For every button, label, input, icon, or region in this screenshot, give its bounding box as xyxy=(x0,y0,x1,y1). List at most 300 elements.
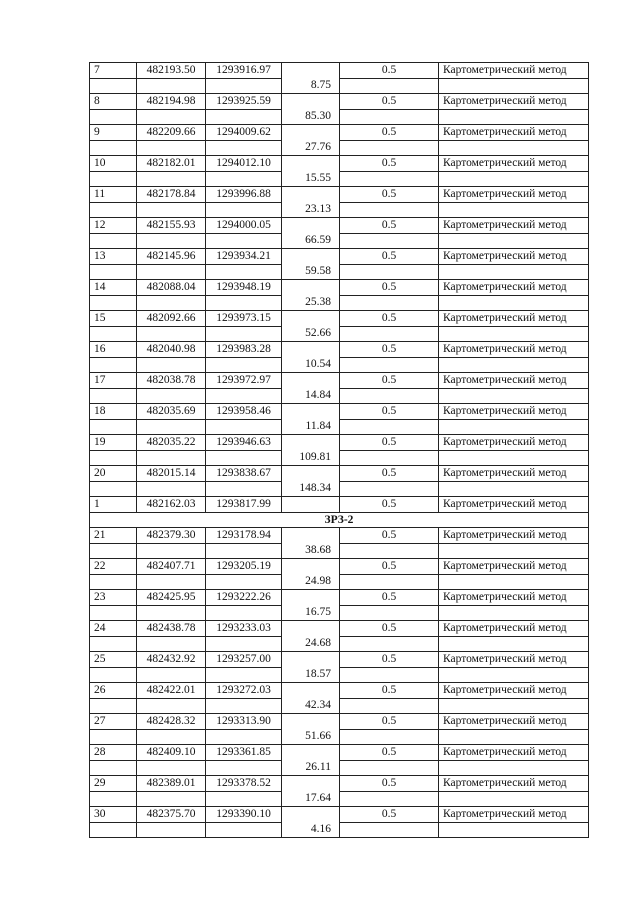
point-row xyxy=(90,156,589,172)
blank-cell xyxy=(90,822,137,838)
blank-cell xyxy=(90,543,137,559)
blank-cell xyxy=(439,233,589,249)
accuracy-cell: 0.5 xyxy=(340,342,439,358)
y-coordinate-cell: 1293272.03 xyxy=(206,683,282,699)
y-coordinate-cell: 1293972.97 xyxy=(206,373,282,389)
segment-length-cell: 23.13 xyxy=(282,202,340,218)
blank-cell xyxy=(206,171,282,187)
point-number-cell: 25 xyxy=(90,652,137,668)
method-cell: Картометрический метод xyxy=(439,683,589,699)
blank-cell xyxy=(90,791,137,807)
blank-cell xyxy=(137,233,206,249)
blank-length-cell xyxy=(282,156,340,172)
blank-cell xyxy=(90,171,137,187)
blank-cell xyxy=(137,605,206,621)
accuracy-cell: 0.5 xyxy=(340,714,439,730)
segment-row xyxy=(90,450,589,466)
point-row xyxy=(90,652,589,668)
point-number-cell: 19 xyxy=(90,435,137,451)
blank-length-cell xyxy=(282,373,340,389)
y-coordinate-cell: 1293958.46 xyxy=(206,404,282,420)
point-row xyxy=(90,621,589,637)
point-row xyxy=(90,187,589,203)
blank-cell xyxy=(340,140,439,156)
blank-length-cell xyxy=(282,125,340,141)
blank-cell xyxy=(137,326,206,342)
blank-cell xyxy=(137,202,206,218)
point-row xyxy=(90,404,589,420)
blank-cell xyxy=(90,450,137,466)
x-coordinate-cell: 482432.92 xyxy=(137,652,206,668)
point-row xyxy=(90,528,589,544)
x-coordinate-cell: 482088.04 xyxy=(137,280,206,296)
blank-cell xyxy=(439,140,589,156)
blank-cell xyxy=(206,326,282,342)
point-number-cell: 14 xyxy=(90,280,137,296)
point-number-cell: 10 xyxy=(90,156,137,172)
y-coordinate-cell: 1293838.67 xyxy=(206,466,282,482)
blank-cell xyxy=(137,481,206,497)
y-coordinate-cell: 1293222.26 xyxy=(206,590,282,606)
blank-cell xyxy=(340,729,439,745)
y-coordinate-cell: 1293934.21 xyxy=(206,249,282,265)
blank-cell xyxy=(340,233,439,249)
method-cell: Картометрический метод xyxy=(439,63,589,79)
point-row xyxy=(90,125,589,141)
accuracy-cell: 0.5 xyxy=(340,652,439,668)
blank-length-cell xyxy=(282,683,340,699)
blank-cell xyxy=(137,450,206,466)
segment-length-cell: 85.30 xyxy=(282,109,340,125)
segment-length-cell: 51.66 xyxy=(282,729,340,745)
blank-cell xyxy=(90,202,137,218)
point-row xyxy=(90,683,589,699)
y-coordinate-cell: 1293983.28 xyxy=(206,342,282,358)
x-coordinate-cell: 482438.78 xyxy=(137,621,206,637)
point-number-cell: 15 xyxy=(90,311,137,327)
segment-row xyxy=(90,760,589,776)
blank-cell xyxy=(340,295,439,311)
blank-cell xyxy=(137,667,206,683)
method-cell: Картометрический метод xyxy=(439,435,589,451)
method-cell: Картометрический метод xyxy=(439,714,589,730)
blank-cell xyxy=(439,636,589,652)
x-coordinate-cell: 482425.95 xyxy=(137,590,206,606)
blank-cell xyxy=(206,791,282,807)
blank-length-cell xyxy=(282,590,340,606)
blank-cell xyxy=(137,574,206,590)
accuracy-cell: 0.5 xyxy=(340,156,439,172)
blank-cell xyxy=(439,295,589,311)
blank-length-cell xyxy=(282,466,340,482)
blank-length-cell xyxy=(282,745,340,761)
x-coordinate-cell: 482194.98 xyxy=(137,94,206,110)
segment-length-cell: 8.75 xyxy=(282,78,340,94)
blank-cell xyxy=(439,481,589,497)
method-cell: Картометрический метод xyxy=(439,249,589,265)
coordinates-document xyxy=(89,62,589,838)
blank-cell xyxy=(90,419,137,435)
blank-cell xyxy=(340,78,439,94)
method-cell: Картометрический метод xyxy=(439,528,589,544)
blank-cell xyxy=(340,419,439,435)
method-cell: Картометрический метод xyxy=(439,187,589,203)
y-coordinate-cell: 1293996.88 xyxy=(206,187,282,203)
blank-cell xyxy=(439,667,589,683)
blank-cell xyxy=(90,760,137,776)
blank-cell xyxy=(90,605,137,621)
segment-row xyxy=(90,388,589,404)
accuracy-cell: 0.5 xyxy=(340,311,439,327)
accuracy-cell: 0.5 xyxy=(340,94,439,110)
segment-length-cell: 109.81 xyxy=(282,450,340,466)
point-row xyxy=(90,342,589,358)
x-coordinate-cell: 482209.66 xyxy=(137,125,206,141)
blank-length-cell xyxy=(282,94,340,110)
point-number-cell: 9 xyxy=(90,125,137,141)
point-row xyxy=(90,373,589,389)
point-row xyxy=(90,559,589,575)
blank-cell xyxy=(137,140,206,156)
blank-cell xyxy=(90,140,137,156)
accuracy-cell: 0.5 xyxy=(340,404,439,420)
blank-length-cell xyxy=(282,342,340,358)
segment-length-cell: 24.98 xyxy=(282,574,340,590)
point-number-cell: 7 xyxy=(90,63,137,79)
blank-cell xyxy=(206,419,282,435)
accuracy-cell: 0.5 xyxy=(340,776,439,792)
blank-cell xyxy=(137,264,206,280)
accuracy-cell: 0.5 xyxy=(340,249,439,265)
segment-row xyxy=(90,357,589,373)
segment-length-cell: 11.84 xyxy=(282,419,340,435)
blank-cell xyxy=(206,450,282,466)
blank-cell xyxy=(439,760,589,776)
blank-cell xyxy=(206,388,282,404)
method-cell: Картометрический метод xyxy=(439,497,589,513)
point-number-cell: 22 xyxy=(90,559,137,575)
point-row xyxy=(90,249,589,265)
blank-cell xyxy=(206,295,282,311)
blank-cell xyxy=(340,450,439,466)
method-cell: Картометрический метод xyxy=(439,125,589,141)
blank-cell xyxy=(137,171,206,187)
blank-cell xyxy=(90,574,137,590)
blank-cell xyxy=(137,822,206,838)
blank-cell xyxy=(137,698,206,714)
blank-cell xyxy=(439,605,589,621)
blank-cell xyxy=(340,791,439,807)
blank-cell xyxy=(90,729,137,745)
method-cell: Картометрический метод xyxy=(439,590,589,606)
segment-row xyxy=(90,791,589,807)
blank-length-cell xyxy=(282,497,340,513)
x-coordinate-cell: 482379.30 xyxy=(137,528,206,544)
y-coordinate-cell: 1293916.97 xyxy=(206,63,282,79)
blank-cell xyxy=(340,264,439,280)
y-coordinate-cell: 1293233.03 xyxy=(206,621,282,637)
point-number-cell: 28 xyxy=(90,745,137,761)
blank-cell xyxy=(340,698,439,714)
accuracy-cell: 0.5 xyxy=(340,187,439,203)
x-coordinate-cell: 482035.22 xyxy=(137,435,206,451)
blank-length-cell xyxy=(282,435,340,451)
x-coordinate-cell: 482035.69 xyxy=(137,404,206,420)
segment-length-cell: 38.68 xyxy=(282,543,340,559)
accuracy-cell: 0.5 xyxy=(340,590,439,606)
y-coordinate-cell: 1293817.99 xyxy=(206,497,282,513)
blank-cell xyxy=(340,605,439,621)
point-row xyxy=(90,590,589,606)
blank-cell xyxy=(137,295,206,311)
blank-cell xyxy=(206,264,282,280)
segment-row xyxy=(90,574,589,590)
blank-cell xyxy=(137,636,206,652)
point-row xyxy=(90,497,589,513)
point-row xyxy=(90,435,589,451)
x-coordinate-cell: 482193.50 xyxy=(137,63,206,79)
blank-cell xyxy=(439,388,589,404)
blank-cell xyxy=(340,636,439,652)
blank-cell xyxy=(206,698,282,714)
blank-cell xyxy=(439,78,589,94)
point-number-cell: 26 xyxy=(90,683,137,699)
y-coordinate-cell: 1293361.85 xyxy=(206,745,282,761)
blank-cell xyxy=(439,419,589,435)
point-number-cell: 18 xyxy=(90,404,137,420)
segment-row xyxy=(90,698,589,714)
accuracy-cell: 0.5 xyxy=(340,466,439,482)
y-coordinate-cell: 1293973.15 xyxy=(206,311,282,327)
method-cell: Картометрический метод xyxy=(439,404,589,420)
segment-length-cell: 66.59 xyxy=(282,233,340,249)
y-coordinate-cell: 1293178.94 xyxy=(206,528,282,544)
segment-length-cell: 16.75 xyxy=(282,605,340,621)
x-coordinate-cell: 482182.01 xyxy=(137,156,206,172)
accuracy-cell: 0.5 xyxy=(340,745,439,761)
x-coordinate-cell: 482375.70 xyxy=(137,807,206,823)
segment-row xyxy=(90,822,589,838)
blank-cell xyxy=(439,543,589,559)
blank-cell xyxy=(439,574,589,590)
blank-cell xyxy=(340,171,439,187)
method-cell: Картометрический метод xyxy=(439,373,589,389)
blank-length-cell xyxy=(282,187,340,203)
blank-cell xyxy=(439,698,589,714)
segment-row xyxy=(90,729,589,745)
blank-length-cell xyxy=(282,807,340,823)
method-cell: Картометрический метод xyxy=(439,218,589,234)
method-cell: Картометрический метод xyxy=(439,280,589,296)
x-coordinate-cell: 482409.10 xyxy=(137,745,206,761)
accuracy-cell: 0.5 xyxy=(340,373,439,389)
blank-cell xyxy=(90,109,137,125)
segment-length-cell: 148.34 xyxy=(282,481,340,497)
blank-cell xyxy=(340,109,439,125)
blank-length-cell xyxy=(282,218,340,234)
blank-cell xyxy=(206,574,282,590)
y-coordinate-cell: 1293378.52 xyxy=(206,776,282,792)
segment-row xyxy=(90,295,589,311)
point-row xyxy=(90,776,589,792)
blank-cell xyxy=(206,109,282,125)
segment-length-cell: 59.58 xyxy=(282,264,340,280)
point-number-cell: 29 xyxy=(90,776,137,792)
segment-length-cell: 17.64 xyxy=(282,791,340,807)
y-coordinate-cell: 1293925.59 xyxy=(206,94,282,110)
blank-cell xyxy=(340,326,439,342)
blank-cell xyxy=(340,822,439,838)
segment-row xyxy=(90,109,589,125)
blank-cell xyxy=(340,388,439,404)
segment-row xyxy=(90,264,589,280)
y-coordinate-cell: 1293313.90 xyxy=(206,714,282,730)
x-coordinate-cell: 482178.84 xyxy=(137,187,206,203)
method-cell: Картометрический метод xyxy=(439,466,589,482)
blank-cell xyxy=(206,78,282,94)
point-row xyxy=(90,218,589,234)
blank-length-cell xyxy=(282,311,340,327)
blank-cell xyxy=(137,357,206,373)
blank-cell xyxy=(340,760,439,776)
segment-row xyxy=(90,543,589,559)
method-cell: Картометрический метод xyxy=(439,652,589,668)
blank-cell xyxy=(206,543,282,559)
blank-cell xyxy=(90,481,137,497)
blank-cell xyxy=(90,667,137,683)
blank-cell xyxy=(206,760,282,776)
y-coordinate-cell: 1293946.63 xyxy=(206,435,282,451)
blank-cell xyxy=(206,140,282,156)
method-cell: Картометрический метод xyxy=(439,342,589,358)
point-row xyxy=(90,63,589,79)
segment-length-cell: 52.66 xyxy=(282,326,340,342)
accuracy-cell: 0.5 xyxy=(340,218,439,234)
blank-cell xyxy=(439,357,589,373)
blank-cell xyxy=(340,667,439,683)
blank-cell xyxy=(206,667,282,683)
blank-cell xyxy=(206,605,282,621)
blank-cell xyxy=(90,233,137,249)
segment-row xyxy=(90,481,589,497)
point-row xyxy=(90,311,589,327)
accuracy-cell: 0.5 xyxy=(340,621,439,637)
segment-row xyxy=(90,140,589,156)
blank-cell xyxy=(439,326,589,342)
blank-length-cell xyxy=(282,404,340,420)
x-coordinate-cell: 482092.66 xyxy=(137,311,206,327)
segment-length-cell: 10.54 xyxy=(282,357,340,373)
blank-cell xyxy=(137,78,206,94)
point-number-cell: 20 xyxy=(90,466,137,482)
point-number-cell: 24 xyxy=(90,621,137,637)
method-cell: Картометрический метод xyxy=(439,745,589,761)
blank-length-cell xyxy=(282,63,340,79)
blank-cell xyxy=(439,822,589,838)
blank-cell xyxy=(340,481,439,497)
blank-cell xyxy=(206,636,282,652)
blank-cell xyxy=(206,357,282,373)
y-coordinate-cell: 1293948.19 xyxy=(206,280,282,296)
point-number-cell: 17 xyxy=(90,373,137,389)
blank-cell xyxy=(90,295,137,311)
segment-row xyxy=(90,636,589,652)
point-number-cell: 11 xyxy=(90,187,137,203)
x-coordinate-cell: 482389.01 xyxy=(137,776,206,792)
x-coordinate-cell: 482162.03 xyxy=(137,497,206,513)
y-coordinate-cell: 1293205.19 xyxy=(206,559,282,575)
blank-cell xyxy=(137,729,206,745)
segment-length-cell: 27.76 xyxy=(282,140,340,156)
blank-cell xyxy=(137,388,206,404)
point-number-cell: 30 xyxy=(90,807,137,823)
segment-row xyxy=(90,605,589,621)
blank-cell xyxy=(137,419,206,435)
point-number-cell: 1 xyxy=(90,497,137,513)
accuracy-cell: 0.5 xyxy=(340,280,439,296)
blank-cell xyxy=(340,202,439,218)
blank-cell xyxy=(90,388,137,404)
blank-length-cell xyxy=(282,652,340,668)
blank-cell xyxy=(137,791,206,807)
method-cell: Картометрический метод xyxy=(439,776,589,792)
blank-cell xyxy=(90,326,137,342)
method-cell: Картометрический метод xyxy=(439,156,589,172)
blank-cell xyxy=(206,202,282,218)
segment-row xyxy=(90,326,589,342)
accuracy-cell: 0.5 xyxy=(340,559,439,575)
x-coordinate-cell: 482038.78 xyxy=(137,373,206,389)
y-coordinate-cell: 1294009.62 xyxy=(206,125,282,141)
accuracy-cell: 0.5 xyxy=(340,125,439,141)
point-row xyxy=(90,714,589,730)
segment-row xyxy=(90,78,589,94)
segment-row xyxy=(90,202,589,218)
accuracy-cell: 0.5 xyxy=(340,528,439,544)
accuracy-cell: 0.5 xyxy=(340,807,439,823)
x-coordinate-cell: 482422.01 xyxy=(137,683,206,699)
segment-length-cell: 25.38 xyxy=(282,295,340,311)
accuracy-cell: 0.5 xyxy=(340,683,439,699)
y-coordinate-cell: 1294012.10 xyxy=(206,156,282,172)
segment-length-cell: 15.55 xyxy=(282,171,340,187)
method-cell: Картометрический метод xyxy=(439,621,589,637)
segment-length-cell: 4.16 xyxy=(282,822,340,838)
blank-length-cell xyxy=(282,714,340,730)
method-cell: Картометрический метод xyxy=(439,559,589,575)
blank-cell xyxy=(439,109,589,125)
blank-length-cell xyxy=(282,621,340,637)
blank-cell xyxy=(206,233,282,249)
section-title: ЗРЗ-2 xyxy=(90,512,589,528)
blank-cell xyxy=(90,264,137,280)
blank-cell xyxy=(340,543,439,559)
blank-cell xyxy=(137,543,206,559)
blank-cell xyxy=(439,450,589,466)
segment-length-cell: 42.34 xyxy=(282,698,340,714)
blank-cell xyxy=(206,822,282,838)
blank-cell xyxy=(439,264,589,280)
point-number-cell: 13 xyxy=(90,249,137,265)
accuracy-cell: 0.5 xyxy=(340,63,439,79)
blank-cell xyxy=(137,109,206,125)
blank-length-cell xyxy=(282,280,340,296)
blank-length-cell xyxy=(282,776,340,792)
segment-length-cell: 14.84 xyxy=(282,388,340,404)
accuracy-cell: 0.5 xyxy=(340,435,439,451)
method-cell: Картометрический метод xyxy=(439,94,589,110)
y-coordinate-cell: 1294000.05 xyxy=(206,218,282,234)
